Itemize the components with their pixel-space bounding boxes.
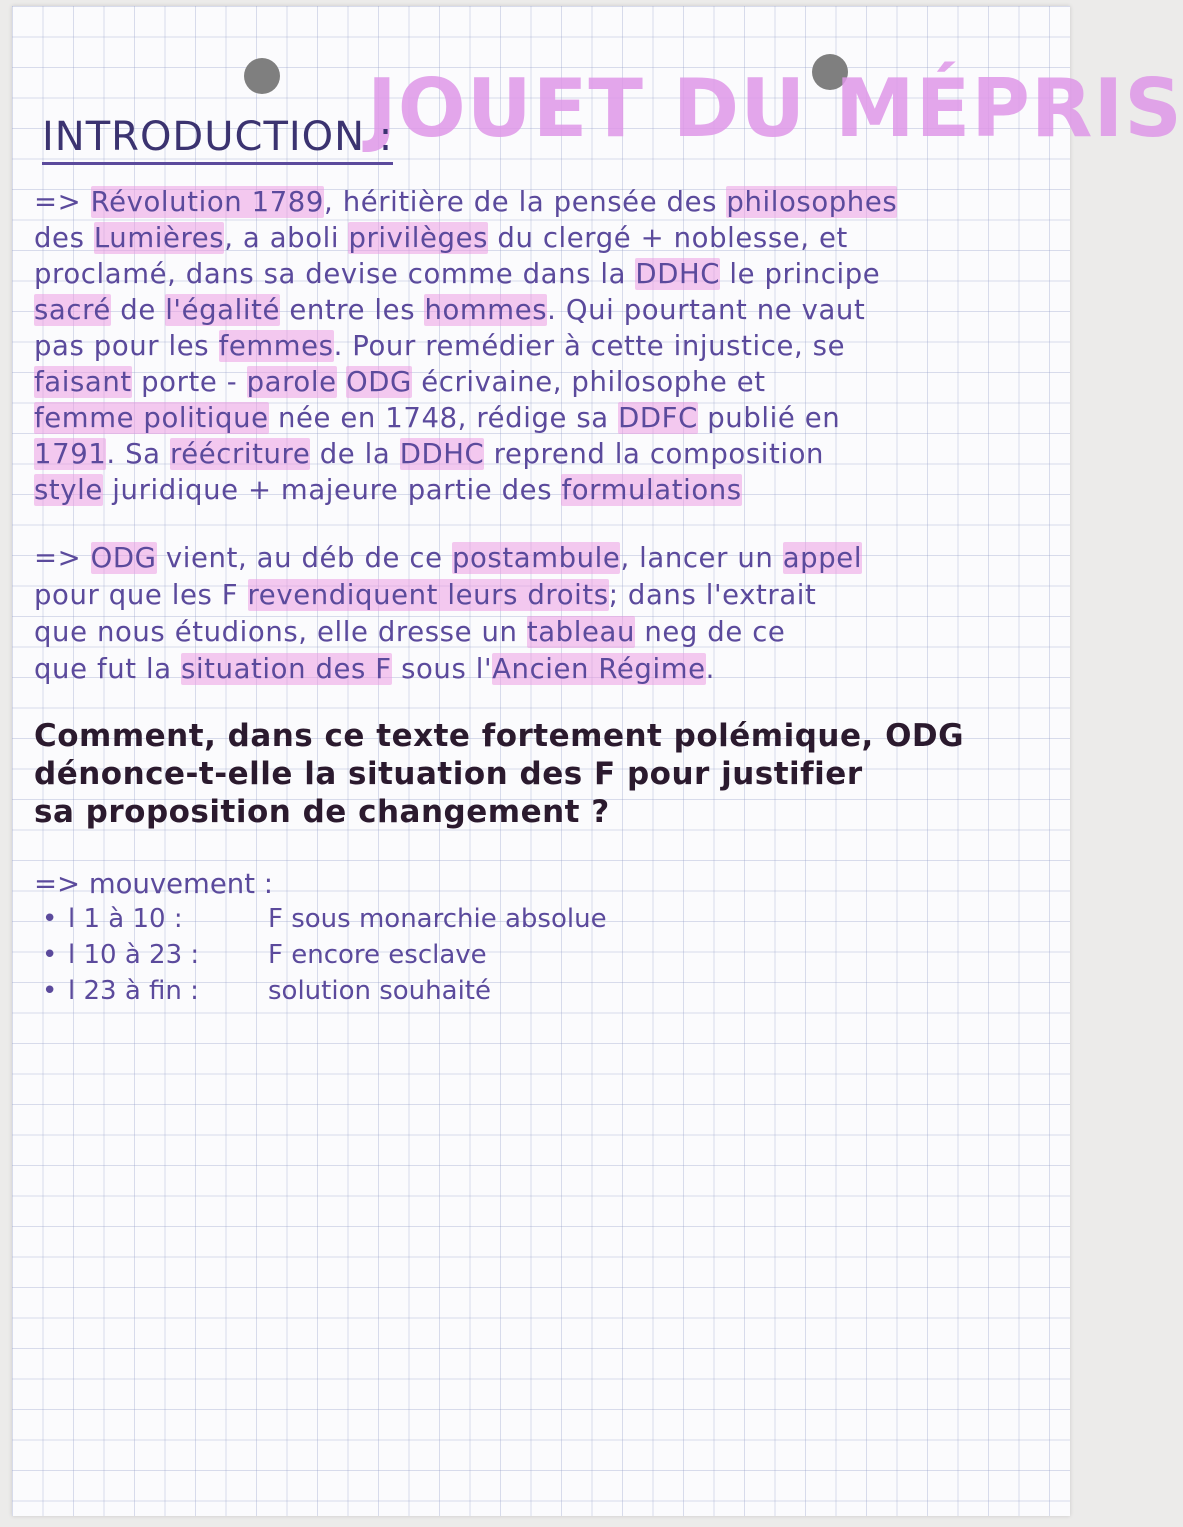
paragraph1-line-3: proclamé, dans sa devise comme dans la DDHC le principe <box>34 258 881 290</box>
paragraph2-line-1: => ODG vient, au déb de ce postambule, lancer un appel <box>34 542 863 574</box>
paragraph1-line-1: => Révolution 1789, héritière de la pensée des philosophes <box>34 186 898 218</box>
paragraph1-line-9: style juridique + majeure partie des formulations <box>34 474 742 506</box>
mouvement-heading: => mouvement : <box>34 868 273 900</box>
paragraph1-line-5: pas pour les femmes. Pour remédier à cette injustice, se <box>34 330 846 362</box>
question-line-2: dénonce-t-elle la situation des F pour justifier <box>34 756 863 792</box>
page-title: JOUET DU MÉPRIS <box>367 62 1183 155</box>
paragraph2-line-3: que nous étudions, elle dresse un tableau neg de ce <box>34 616 786 648</box>
paragraph1-line-4: sacré de l'égalité entre les hommes. Qui pourtant ne vaut <box>34 294 866 326</box>
line-range: l 1 à 10 : <box>68 904 183 934</box>
movement-description: F sous monarchie absolue <box>268 904 607 934</box>
movement-description: F encore esclave <box>268 940 487 970</box>
paragraph2-line-4: que fut la situation des F sous l'Ancien Régime. <box>34 653 715 685</box>
line-range: l 23 à fin : <box>68 976 199 1006</box>
bullet-icon: • <box>42 976 58 1006</box>
punch-hole-left <box>244 58 280 94</box>
paragraph1-line-8: 1791. Sa réécriture de la DDHC reprend la composition <box>34 438 825 470</box>
paragraph1-line-2: des Lumières, a aboli privilèges du clergé + noblesse, et <box>34 222 848 254</box>
mouvement-item <box>42 940 487 970</box>
movement-description: solution souhaité <box>268 976 491 1006</box>
mouvement-item <box>42 976 491 1006</box>
paragraph1-line-7: femme politique née en 1748, rédige sa DDFC publié en <box>34 402 841 434</box>
notebook-page <box>12 6 1183 1516</box>
mouvement-item <box>42 904 607 934</box>
line-range: l 10 à 23 : <box>68 940 200 970</box>
question-line-1: Comment, dans ce texte fortement polémique, ODG <box>34 718 965 754</box>
bullet-icon: • <box>42 940 58 970</box>
introduction-heading: INTRODUCTION : <box>42 114 393 165</box>
paragraph1-line-6: faisant porte - parole ODG écrivaine, philosophe et <box>34 366 766 398</box>
bullet-icon: • <box>42 904 58 934</box>
paragraph2-line-2: pour que les F revendiquent leurs droits; dans l'extrait <box>34 579 817 611</box>
question-line-3: sa proposition de changement ? <box>34 794 610 830</box>
